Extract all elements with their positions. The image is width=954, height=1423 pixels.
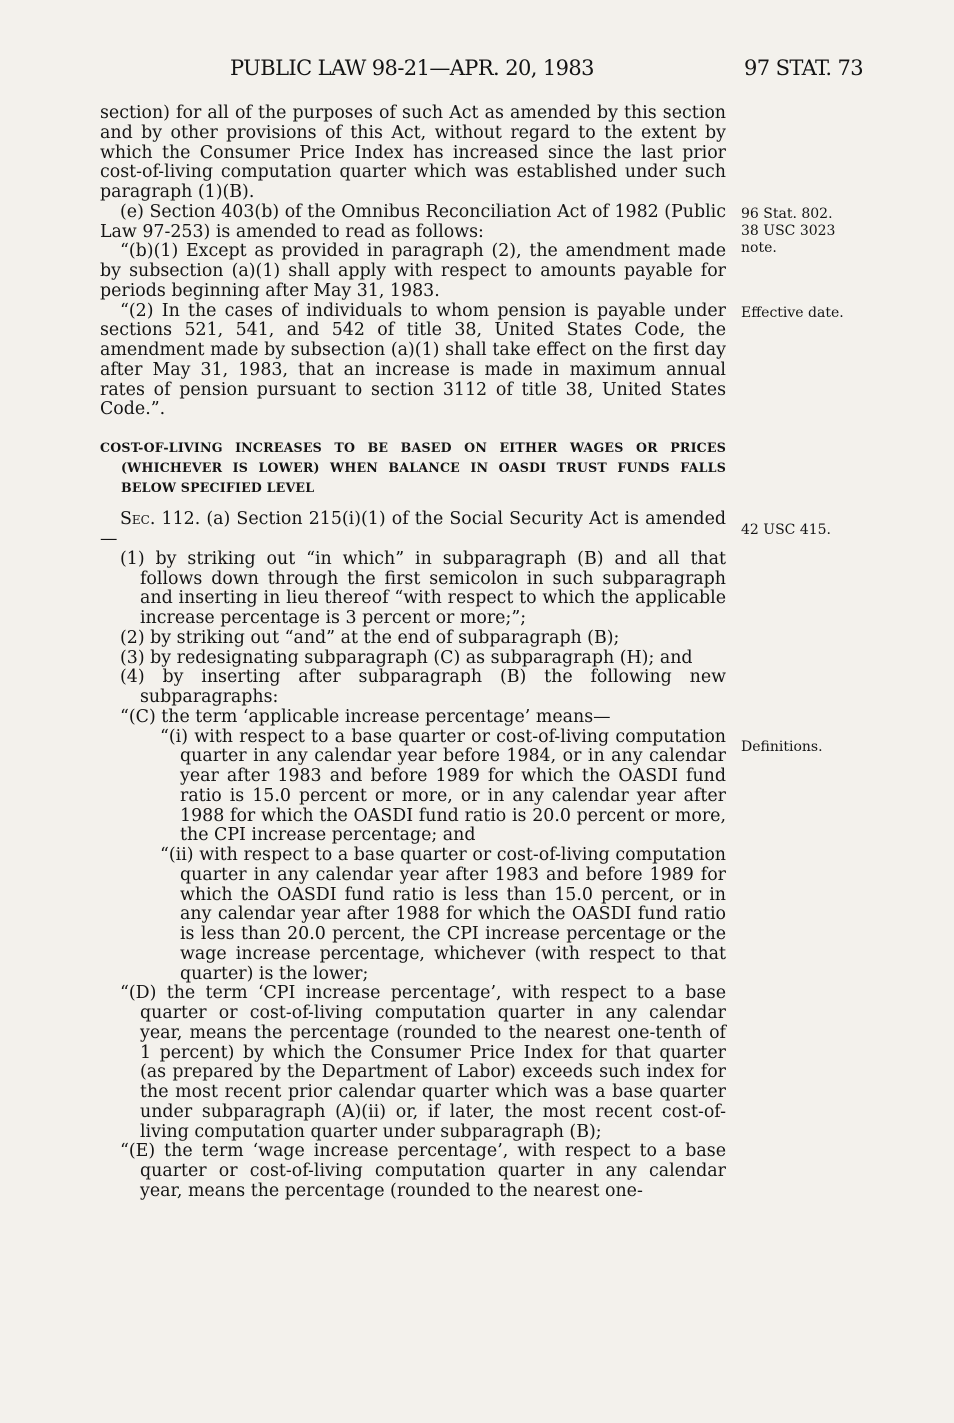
subparagraph-c-ii: “(ii) with respect to a base quarter or cost-of-living computation quarter in any calendar year after 1983 and before 1989 for which the OASDI fund ratio is less than 15.0 percent, or in any calendar year after 1988 for which the OASDI fund ratio is less than 20.0 percent, the CPI increase percentage or the wage increase percentage, whichever (with respect to that quarter) is the lower; [160,845,726,984]
margin-note-96-stat-802: 96 Stat. 802. 38 USC 3023 note. [741,206,836,256]
margin-note-definitions: Definitions. [741,739,823,755]
paragraph-b2: “(2) In the cases of individuals to whom pension is payable under sections 521, 541, and 542 of title 38, United States Code, the amendment made by subsection (a)(1) shall take effect on the first day after May 31, 1983, that an increase is made in maximum annual rates of pension pursuant to section 3112 of title 38, United States Code.”. [100,300,726,420]
body-text [100,104,726,1202]
subparagraph-d: “(D) the term ‘CPI increase percentage’, with respect to a base quarter or cost-of-living computation quarter in any calendar year, means the percentage (rounded to the nearest one-tenth of 1 percent) by which the Consumer Price Index for that quarter (as prepared by the Department of Labor) exceeds such index for the most recent prior calendar quarter which was a base quarter under subparagraph (A)(ii) or, if later, the most recent cost-of-living computation quarter under subparagraph (B); [120,983,726,1142]
clause-2: (2) by striking out “and” at the end of subparagraph (B); [120,627,620,648]
subparagraph-c: “(C) the term ‘applicable increase percentage’ means— [120,706,611,727]
clause-3: (3) by redesignating subparagraph (C) as subparagraph (H); and [120,647,693,668]
subparagraph-e: “(E) the term ‘wage increase percentage’, with respect to a base quarter or cost-of-living computation quarter in any calendar year, means the percentage (rounded to the nearest one- [120,1141,726,1201]
clause-1: (1) by striking out “in which” in subparagraph (B) and all that follows down through the first semicolon in such subparagraph and inserting in lieu thereof “with respect to which the applicable increase percentage is 3 percent or more;”; [120,548,726,628]
section-caption: COST-OF-LIVING INCREASES TO BE BASED ON EITHER WAGES OR PRICES (WHICHEVER IS LOWER) WHEN BALANCE IN OASDI TRUST FUNDS FALLS BELOW SPECIFIED LEVEL [100,440,726,495]
page-header-title: PUBLIC LAW 98-21—APR. 20, 1983 [230,56,594,80]
margin-note-effective-date: Effective date. [741,305,844,321]
clause-4: (4) by inserting after subparagraph (B) the following new subparagraphs: [120,667,726,707]
subparagraph-c-i: “(i) with respect to a base quarter or cost-of-living computation quarter in any calendar year before 1984, or in any calendar year after 1983 and before 1989 for which the OASDI fund ratio is 15.0 percent or more, or in any calendar year after 1988 for which the OASDI fund ratio is 20.0 percent or more, the CPI increase percentage; and [160,726,726,846]
paragraph-section-e: (e) Section 403(b) of the Omnibus Reconciliation Act of 1982 (Public Law 97-253) is amended to read as follows: [100,201,726,242]
margin-note-42-usc-415: 42 USC 415. [741,522,831,538]
paragraph-continuation: section) for all of the purposes of such Act as amended by this section and by other provisions of this Act, without regard to the extent by which the Consumer Price Index has increased since the last prior cost-of-living computation quarter which was established under such paragraph (1)(B). [100,103,726,202]
sec-112-text: 112. (a) Section 215(i)(1) of the Social Security Act is amended— [100,509,726,549]
section-label: Sec. [120,509,156,530]
paragraph-b1: “(b)(1) Except as provided in paragraph (2), the amendment made by subsection (a)(1) shall apply with respect to amounts payable for periods beginning after May 31, 1983. [100,241,726,301]
page-header-stat-citation: 97 STAT. 73 [744,56,864,80]
paragraph-sec-112 [100,510,726,550]
